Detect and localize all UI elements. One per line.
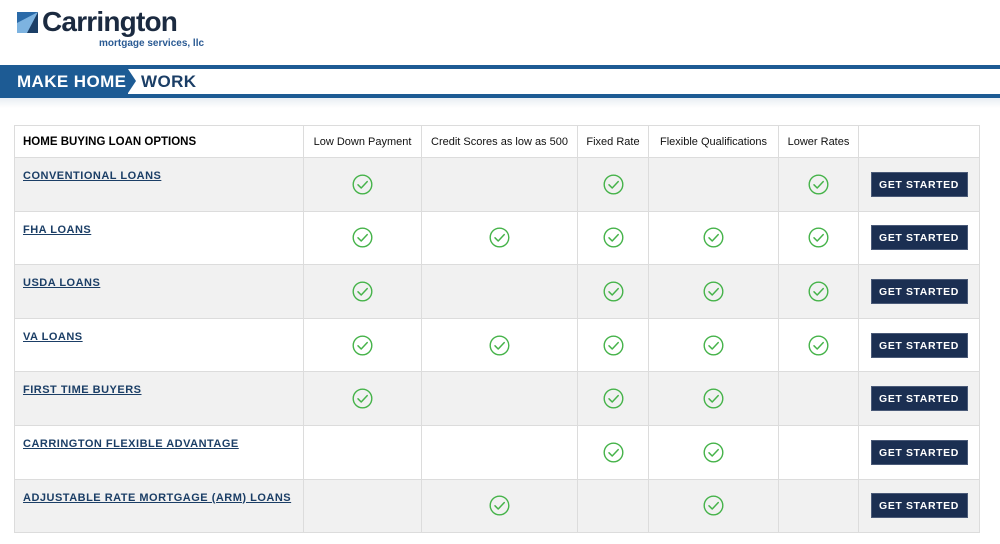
feature-cell: [779, 479, 859, 533]
column-header-loan-options: HOME BUYING LOAN OPTIONS: [15, 126, 304, 158]
logo-mark-icon: [17, 12, 38, 33]
feature-cell: [578, 372, 649, 426]
brand-subtitle: mortgage services, llc: [99, 38, 205, 49]
feature-cell: [422, 372, 578, 426]
column-header-flexible-qualifications: Flexible Qualifications: [649, 126, 779, 158]
feature-cell: [304, 318, 422, 372]
get-started-button[interactable]: GET STARTED: [871, 493, 968, 518]
column-header-lower-rates: Lower Rates: [779, 126, 859, 158]
banner-tagline-right: WORK: [141, 72, 197, 91]
cta-cell: [859, 372, 980, 426]
check-circle-icon: [603, 174, 624, 195]
table-row: [15, 372, 980, 426]
loan-link[interactable]: ADJUSTABLE RATE MORTGAGE (ARM) LOANS: [23, 491, 292, 504]
check-circle-icon: [703, 281, 724, 302]
loan-options-table: [14, 125, 980, 533]
feature-cell: [649, 211, 779, 265]
feature-cell: [422, 425, 578, 479]
feature-cell: [649, 372, 779, 426]
feature-cell: [578, 158, 649, 212]
banner-tagline-left: MAKE HOME: [17, 72, 127, 91]
check-circle-icon: [703, 442, 724, 463]
feature-cell: [304, 479, 422, 533]
loan-name-cell: [15, 318, 304, 372]
feature-cell: [304, 265, 422, 319]
feature-cell: [649, 318, 779, 372]
feature-cell: [649, 425, 779, 479]
feature-cell: [422, 479, 578, 533]
get-started-button[interactable]: GET STARTED: [871, 279, 968, 304]
get-started-button[interactable]: GET STARTED: [871, 172, 968, 197]
cta-cell: [859, 318, 980, 372]
check-circle-icon: [808, 281, 829, 302]
check-circle-icon: [603, 442, 624, 463]
loan-link[interactable]: CARRINGTON FLEXIBLE ADVANTAGE: [23, 437, 239, 450]
feature-cell: [304, 211, 422, 265]
feature-cell: [422, 265, 578, 319]
loan-name-cell: [15, 425, 304, 479]
feature-cell: [304, 158, 422, 212]
loan-name-cell: [15, 158, 304, 212]
feature-cell: [578, 479, 649, 533]
table-row: [15, 479, 980, 533]
banner-top-line: [0, 65, 1000, 69]
check-circle-icon: [352, 335, 373, 356]
feature-cell: [422, 158, 578, 212]
feature-cell: [578, 318, 649, 372]
loan-link[interactable]: FHA LOANS: [23, 223, 92, 236]
feature-cell: [779, 372, 859, 426]
get-started-button[interactable]: GET STARTED: [871, 386, 968, 411]
feature-cell: [578, 211, 649, 265]
check-circle-icon: [489, 227, 510, 248]
check-circle-icon: [489, 495, 510, 516]
feature-cell: [422, 211, 578, 265]
check-circle-icon: [603, 388, 624, 409]
table-header-row: [15, 126, 980, 158]
loan-link[interactable]: USDA LOANS: [23, 277, 101, 290]
cta-cell: [859, 158, 980, 212]
cta-cell: [859, 265, 980, 319]
feature-cell: [422, 318, 578, 372]
feature-cell: [779, 318, 859, 372]
loan-link[interactable]: FIRST TIME BUYERS: [23, 384, 142, 397]
check-circle-icon: [603, 281, 624, 302]
check-circle-icon: [352, 388, 373, 409]
brand-name: Carrington: [42, 6, 178, 37]
cta-cell: [859, 425, 980, 479]
feature-cell: [779, 425, 859, 479]
check-circle-icon: [808, 227, 829, 248]
check-circle-icon: [352, 281, 373, 302]
column-header-credit-scores: Credit Scores as low as 500: [422, 126, 578, 158]
check-circle-icon: [703, 335, 724, 356]
column-header-action: [859, 126, 980, 158]
get-started-button[interactable]: GET STARTED: [871, 225, 968, 250]
get-started-button[interactable]: GET STARTED: [871, 440, 968, 465]
check-circle-icon: [703, 495, 724, 516]
check-circle-icon: [808, 335, 829, 356]
table-row: [15, 265, 980, 319]
feature-cell: [578, 265, 649, 319]
check-circle-icon: [808, 174, 829, 195]
feature-cell: [779, 265, 859, 319]
column-header-low-down-payment: Low Down Payment: [304, 126, 422, 158]
check-circle-icon: [603, 335, 624, 356]
banner-arrow: [128, 69, 136, 93]
feature-cell: [779, 211, 859, 265]
feature-cell: [649, 158, 779, 212]
loan-link[interactable]: CONVENTIONAL LOANS: [23, 170, 162, 182]
check-circle-icon: [703, 388, 724, 409]
check-circle-icon: [352, 227, 373, 248]
cta-cell: [859, 211, 980, 265]
check-circle-icon: [352, 174, 373, 195]
check-circle-icon: [489, 335, 510, 356]
loan-name-cell: [15, 479, 304, 533]
table-row: [15, 318, 980, 372]
feature-cell: [304, 425, 422, 479]
loan-name-cell: [15, 372, 304, 426]
loan-link[interactable]: VA LOANS: [23, 330, 83, 343]
loan-name-cell: [15, 211, 304, 265]
check-circle-icon: [703, 227, 724, 248]
feature-cell: [649, 479, 779, 533]
loan-name-cell: [15, 265, 304, 319]
table-row: [15, 158, 980, 212]
carrington-logo[interactable]: [17, 6, 217, 54]
banner-shadow: [0, 98, 1000, 108]
column-header-fixed-rate: Fixed Rate: [578, 126, 649, 158]
cta-cell: [859, 479, 980, 533]
table-row: [15, 425, 980, 479]
get-started-button[interactable]: GET STARTED: [871, 333, 968, 358]
feature-cell: [304, 372, 422, 426]
table-row: [15, 211, 980, 265]
feature-cell: [578, 425, 649, 479]
check-circle-icon: [603, 227, 624, 248]
feature-cell: [649, 265, 779, 319]
feature-cell: [779, 158, 859, 212]
